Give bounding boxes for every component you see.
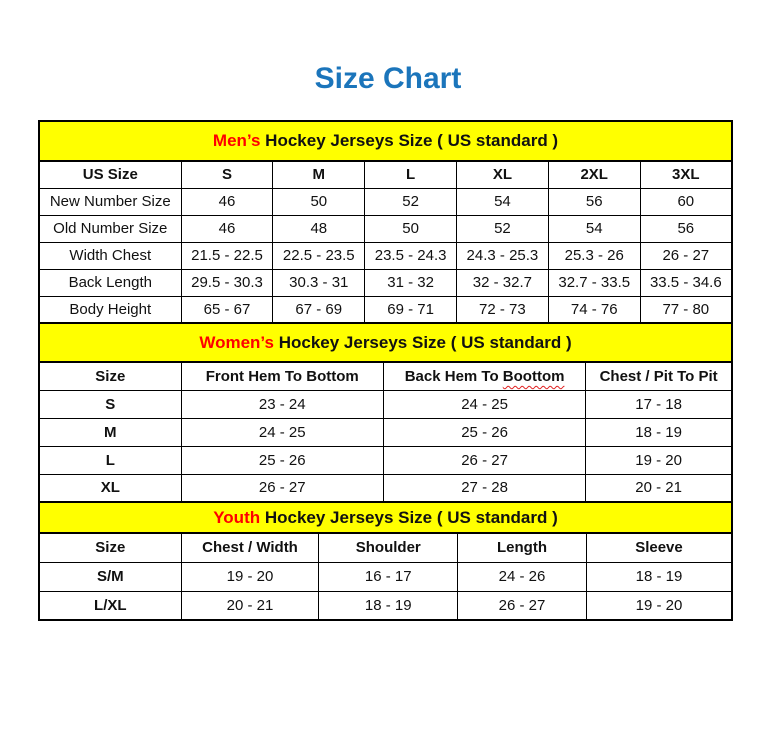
youth-table-grid <box>38 532 733 621</box>
table-cell: 25 - 26 <box>181 446 383 474</box>
table-cell: 21.5 - 22.5 <box>181 242 273 269</box>
row-label: M <box>39 418 181 446</box>
table-row <box>39 188 732 215</box>
table-cell: 16 - 17 <box>319 562 458 591</box>
table-cell: 31 - 32 <box>365 269 457 296</box>
table-cell: 26 - 27 <box>458 591 587 620</box>
table-cell: 56 <box>640 215 732 242</box>
table-cell: 67 - 69 <box>273 296 365 323</box>
table-row <box>39 242 732 269</box>
row-label: S/M <box>39 562 181 591</box>
table-cell: 18 - 19 <box>586 562 732 591</box>
table-cell: 24.3 - 25.3 <box>457 242 549 269</box>
table-cell: 19 - 20 <box>181 562 319 591</box>
table-cell: 72 - 73 <box>457 296 549 323</box>
page-title: Size Chart <box>314 62 462 95</box>
table-cell: 20 - 21 <box>181 591 319 620</box>
table-row <box>39 215 732 242</box>
table-row <box>39 446 732 474</box>
row-label: Body Height <box>39 296 181 323</box>
table-cell: 24 - 26 <box>458 562 587 591</box>
column-header: Length <box>458 533 587 562</box>
column-header-row <box>39 161 732 188</box>
column-header-row <box>39 533 732 562</box>
table-cell: 56 <box>548 188 640 215</box>
table-cell: 20 - 21 <box>586 474 732 502</box>
womens-size-table-section <box>38 322 733 503</box>
column-header: Back Hem To Boottom <box>383 362 585 390</box>
table-cell: 19 - 20 <box>586 446 732 474</box>
column-header: 3XL <box>640 161 732 188</box>
table-cell: 60 <box>640 188 732 215</box>
table-cell: 54 <box>548 215 640 242</box>
womens-table-banner <box>38 322 733 361</box>
youth-table-banner <box>38 501 733 532</box>
table-cell: 46 <box>181 188 273 215</box>
table-cell: 24 - 25 <box>181 418 383 446</box>
table-cell: 50 <box>273 188 365 215</box>
column-header-row <box>39 362 732 390</box>
column-header: Chest / Pit To Pit <box>586 362 732 390</box>
table-cell: 50 <box>365 215 457 242</box>
table-row <box>39 591 732 620</box>
womens-table-grid <box>38 361 733 503</box>
row-label: XL <box>39 474 181 502</box>
table-row <box>39 474 732 502</box>
table-cell: 32.7 - 33.5 <box>548 269 640 296</box>
mens-banner-highlight: Men’s <box>212 131 261 150</box>
table-cell: 54 <box>457 188 549 215</box>
table-cell: 26 - 27 <box>181 474 383 502</box>
table-cell: 25 - 26 <box>383 418 585 446</box>
table-cell: 18 - 19 <box>319 591 458 620</box>
mens-banner-text: Hockey Jerseys Size ( US standard ) <box>260 131 559 150</box>
misspelled-word: Boottom <box>502 367 565 385</box>
row-label: L/XL <box>39 591 181 620</box>
row-label: New Number Size <box>39 188 181 215</box>
column-header: L <box>365 161 457 188</box>
row-label: L <box>39 446 181 474</box>
table-cell: 18 - 19 <box>586 418 732 446</box>
table-cell: 27 - 28 <box>383 474 585 502</box>
table-cell: 23 - 24 <box>181 390 383 418</box>
column-header: US Size <box>39 161 181 188</box>
column-header: M <box>273 161 365 188</box>
mens-size-table-section <box>38 120 733 324</box>
size-chart-sections <box>38 120 733 621</box>
column-header: Size <box>39 362 181 390</box>
table-cell: 26 - 27 <box>640 242 732 269</box>
mens-table-grid <box>38 160 733 324</box>
table-cell: 46 <box>181 215 273 242</box>
table-cell: 19 - 20 <box>586 591 732 620</box>
column-header: Sleeve <box>586 533 732 562</box>
column-header: XL <box>457 161 549 188</box>
row-label: Old Number Size <box>39 215 181 242</box>
table-cell: 65 - 67 <box>181 296 273 323</box>
table-cell: 69 - 71 <box>365 296 457 323</box>
table-row <box>39 269 732 296</box>
table-cell: 30.3 - 31 <box>273 269 365 296</box>
column-header: S <box>181 161 273 188</box>
table-cell: 77 - 80 <box>640 296 732 323</box>
column-header: 2XL <box>548 161 640 188</box>
youth-size-table-section <box>38 501 733 621</box>
table-cell: 25.3 - 26 <box>548 242 640 269</box>
row-label: S <box>39 390 181 418</box>
table-cell: 23.5 - 24.3 <box>365 242 457 269</box>
mens-table-banner <box>38 120 733 160</box>
table-cell: 52 <box>457 215 549 242</box>
table-cell: 22.5 - 23.5 <box>273 242 365 269</box>
youth-banner-text: Hockey Jerseys Size ( US standard ) <box>260 508 558 527</box>
column-header: Chest / Width <box>181 533 319 562</box>
table-cell: 32 - 32.7 <box>457 269 549 296</box>
table-cell: 48 <box>273 215 365 242</box>
youth-banner-highlight: Youth <box>213 508 261 527</box>
womens-banner-text: Hockey Jerseys Size ( US standard ) <box>273 333 572 352</box>
table-row <box>39 418 732 446</box>
table-cell: 74 - 76 <box>548 296 640 323</box>
row-label: Width Chest <box>39 242 181 269</box>
table-cell: 17 - 18 <box>586 390 732 418</box>
row-label: Back Length <box>39 269 181 296</box>
table-cell: 52 <box>365 188 457 215</box>
table-cell: 26 - 27 <box>383 446 585 474</box>
column-header: Front Hem To Bottom <box>181 362 383 390</box>
table-cell: 33.5 - 34.6 <box>640 269 732 296</box>
column-header: Shoulder <box>319 533 458 562</box>
column-header: Size <box>39 533 181 562</box>
table-row <box>39 296 732 323</box>
womens-banner-highlight: Women’s <box>199 333 274 352</box>
table-cell: 24 - 25 <box>383 390 585 418</box>
table-row <box>39 562 732 591</box>
table-cell: 29.5 - 30.3 <box>181 269 273 296</box>
table-row <box>39 390 732 418</box>
